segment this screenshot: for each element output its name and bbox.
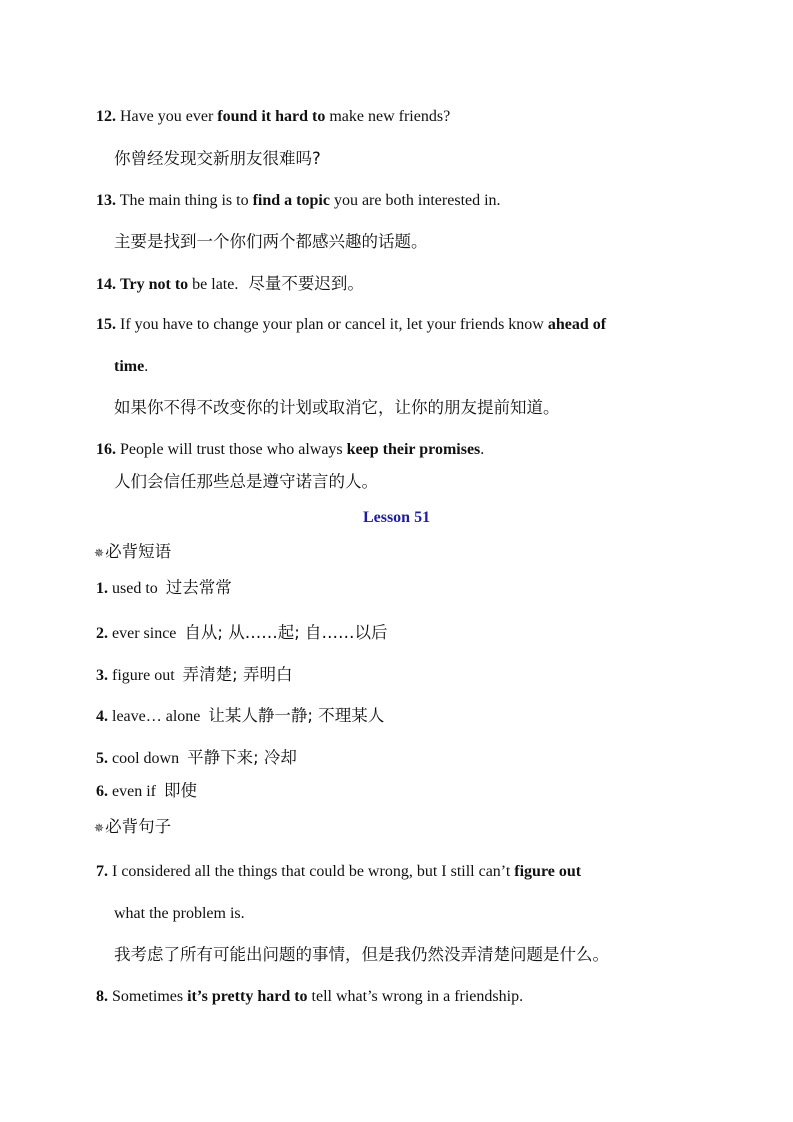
key-phrase: keep their promises bbox=[346, 441, 481, 458]
sentence-15-cont bbox=[114, 357, 148, 377]
sentence-text: Have you ever bbox=[120, 108, 218, 125]
sentence-16 bbox=[96, 440, 484, 460]
phrase-chinese: 弄清楚; 弄明白 bbox=[182, 665, 293, 684]
heading-text: 必背短语 bbox=[105, 542, 172, 561]
sentence-8 bbox=[96, 987, 523, 1007]
phrase-english: cool down bbox=[112, 750, 180, 767]
phrase-english: ever since bbox=[112, 625, 177, 642]
translation-13: 主要是找到一个你们两个都感兴趣的话题。 bbox=[114, 232, 428, 251]
sentence-text: I considered all the things that could be wrong, but I still can’t bbox=[112, 863, 515, 880]
phrase-english: leave… alone bbox=[112, 708, 201, 725]
item-number: 6. bbox=[96, 783, 108, 800]
sentence-text: The main thing is to bbox=[119, 192, 253, 209]
phrase-item bbox=[96, 623, 388, 644]
item-number: 12. bbox=[96, 108, 116, 125]
phrase-english: even if bbox=[112, 783, 156, 800]
sentence-14 bbox=[96, 274, 364, 295]
phrase-item bbox=[96, 578, 232, 599]
item-number: 15. bbox=[96, 316, 116, 333]
phrase-chinese: 自从; 从……起; 自……以后 bbox=[184, 623, 388, 642]
sentences-heading bbox=[94, 817, 171, 838]
translation-14: 尽量不要迟到。 bbox=[248, 274, 364, 293]
sentence-text: you are both interested in. bbox=[329, 192, 501, 209]
sentence-7 bbox=[96, 862, 581, 882]
flower-bullet-icon: ✵ bbox=[94, 546, 105, 560]
sentence-15 bbox=[96, 315, 606, 335]
translation-12: 你曾经发现交新朋友很难吗? bbox=[114, 149, 321, 168]
sentence-text: tell what’s wrong in a friendship. bbox=[307, 988, 524, 1005]
item-number: 16. bbox=[96, 441, 116, 458]
item-number: 3. bbox=[96, 667, 108, 684]
key-phrase: Try not to bbox=[120, 276, 189, 293]
item-number: 5. bbox=[96, 750, 108, 767]
phrase-chinese: 即使 bbox=[163, 781, 197, 800]
item-number: 14. bbox=[96, 276, 116, 293]
phrase-english: figure out bbox=[112, 667, 175, 684]
translation-15: 如果你不得不改变你的计划或取消它，让你的朋友提前知道。 bbox=[114, 398, 560, 417]
key-phrase: time bbox=[114, 358, 145, 375]
key-phrase: figure out bbox=[514, 863, 582, 880]
lesson-title: Lesson 51 bbox=[362, 509, 431, 526]
phrase-english: used to bbox=[112, 580, 158, 597]
translation-7: 我考虑了所有可能出问题的事情，但是我仍然没弄清楚问题是什么。 bbox=[114, 945, 609, 964]
phrase-chinese: 平静下来; 冷却 bbox=[187, 748, 297, 767]
phrase-item bbox=[96, 781, 197, 802]
sentence-7-cont: what the problem is. bbox=[114, 905, 245, 922]
item-number: 1. bbox=[96, 580, 108, 597]
sentence-text: People will trust those who always bbox=[120, 441, 347, 458]
item-number: 8. bbox=[96, 988, 108, 1005]
sentence-text: be late. bbox=[188, 276, 239, 293]
sentence-12 bbox=[96, 107, 450, 127]
sentence-13 bbox=[96, 191, 501, 211]
item-number: 2. bbox=[96, 625, 108, 642]
phrase-chinese: 过去常常 bbox=[165, 578, 232, 597]
sentence-text: . bbox=[144, 358, 149, 375]
phrase-item bbox=[96, 706, 384, 727]
flower-bullet-icon: ✵ bbox=[94, 821, 105, 835]
phrase-item bbox=[96, 665, 292, 686]
item-number: 7. bbox=[96, 863, 108, 880]
item-number: 13. bbox=[96, 192, 116, 209]
translation-16: 人们会信任那些总是遵守诺言的人。 bbox=[114, 472, 378, 491]
phrase-chinese: 让某人静一静; 不理某人 bbox=[208, 706, 385, 725]
key-phrase: found it hard to bbox=[217, 108, 326, 125]
key-phrase: ahead of bbox=[547, 316, 607, 333]
item-number: 4. bbox=[96, 708, 108, 725]
sentence-text: If you have to change your plan or cancel it, let your friends know bbox=[120, 316, 548, 333]
heading-text: 必背句子 bbox=[105, 817, 172, 836]
phrases-heading bbox=[94, 542, 171, 563]
key-phrase: find a topic bbox=[252, 192, 330, 209]
sentence-text: . bbox=[480, 441, 485, 458]
key-phrase: it’s pretty hard to bbox=[187, 988, 308, 1005]
phrase-item bbox=[96, 748, 297, 769]
sentence-text: make new friends? bbox=[325, 108, 451, 125]
sentence-text: Sometimes bbox=[112, 988, 188, 1005]
